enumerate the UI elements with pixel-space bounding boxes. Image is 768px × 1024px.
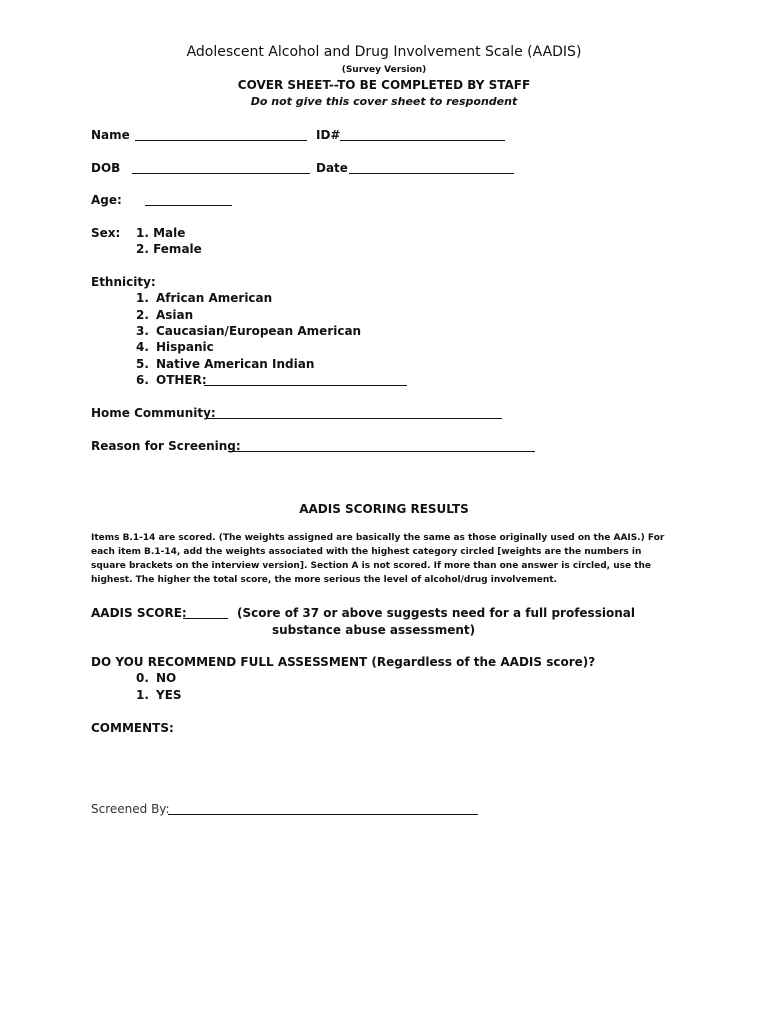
age-field[interactable]	[145, 193, 232, 206]
id-field[interactable]	[340, 128, 505, 141]
cover-heading: COVER SHEET--TO BE COMPLETED BY STAFF	[237, 78, 531, 92]
sex-option-male[interactable]: 1. Male	[136, 226, 186, 240]
recommend-question: DO YOU RECOMMEND FULL ASSESSMENT (Regardless of the AADIS score)?	[91, 655, 596, 669]
dob-label: DOB	[91, 161, 121, 175]
scoring-heading: AADIS SCORING RESULTS	[299, 502, 469, 516]
score-note-line1: (Score of 37 or above suggests need for a full professional	[237, 606, 635, 620]
id-label: ID#	[316, 128, 341, 142]
scoring-instructions: Items B.1-14 are scored. (The weights assigned are basically the same as those originally used on the AAIS.) For each item B.1-14, add the weights associated with the highest category circled [weights are the numbers in square brackets on the interview version]. Section A is not scored. If more than one answer is circled, use the highest. The higher the total score, the more serious the level of alcohol/drug involvement.	[91, 533, 665, 585]
recommend-option-no[interactable]: 0. NO	[136, 671, 177, 685]
score-note-line2: substance abuse assessment)	[272, 623, 476, 637]
date-field[interactable]	[349, 161, 514, 174]
ethnicity-option[interactable]: 3. Caucasian/European American	[136, 324, 362, 338]
ethnicity-option[interactable]: 5. Native American Indian	[136, 357, 315, 371]
home-community-field[interactable]	[207, 406, 502, 419]
aadis-score-field[interactable]	[183, 606, 228, 619]
ethnicity-option[interactable]: 6. OTHER:	[136, 373, 207, 387]
respondent-note: Do not give this cover sheet to respondent	[250, 95, 518, 108]
ethnicity-option[interactable]: 2. Asian	[136, 308, 194, 322]
screened-by-field[interactable]	[168, 802, 478, 815]
comments-label: COMMENTS:	[91, 721, 174, 735]
date-label: Date	[316, 161, 348, 175]
reason-label: Reason for Screening:	[91, 439, 241, 453]
name-field[interactable]	[135, 128, 307, 141]
sex-option-female[interactable]: 2. Female	[136, 242, 202, 256]
form-title: Adolescent Alcohol and Drug Involvement Scale (AADIS)	[186, 44, 582, 60]
recommend-option-yes[interactable]: 1. YES	[136, 688, 182, 702]
aadis-score-label: AADIS SCORE:	[91, 606, 187, 620]
ethnicity-option[interactable]: 1. African American	[136, 291, 273, 305]
reason-field[interactable]	[228, 439, 535, 452]
ethnicity-other-field[interactable]	[204, 373, 407, 386]
ethnicity-label: Ethnicity:	[91, 275, 156, 289]
form-subtitle: (Survey Version)	[341, 65, 427, 75]
name-label: Name	[91, 128, 130, 142]
screened-by-label: Screened By:	[91, 802, 170, 816]
sex-label: Sex:	[91, 226, 121, 240]
ethnicity-option[interactable]: 4. Hispanic	[136, 340, 214, 354]
dob-field[interactable]	[132, 161, 310, 174]
age-label: Age:	[91, 193, 122, 207]
home-community-label: Home Community:	[91, 406, 216, 420]
